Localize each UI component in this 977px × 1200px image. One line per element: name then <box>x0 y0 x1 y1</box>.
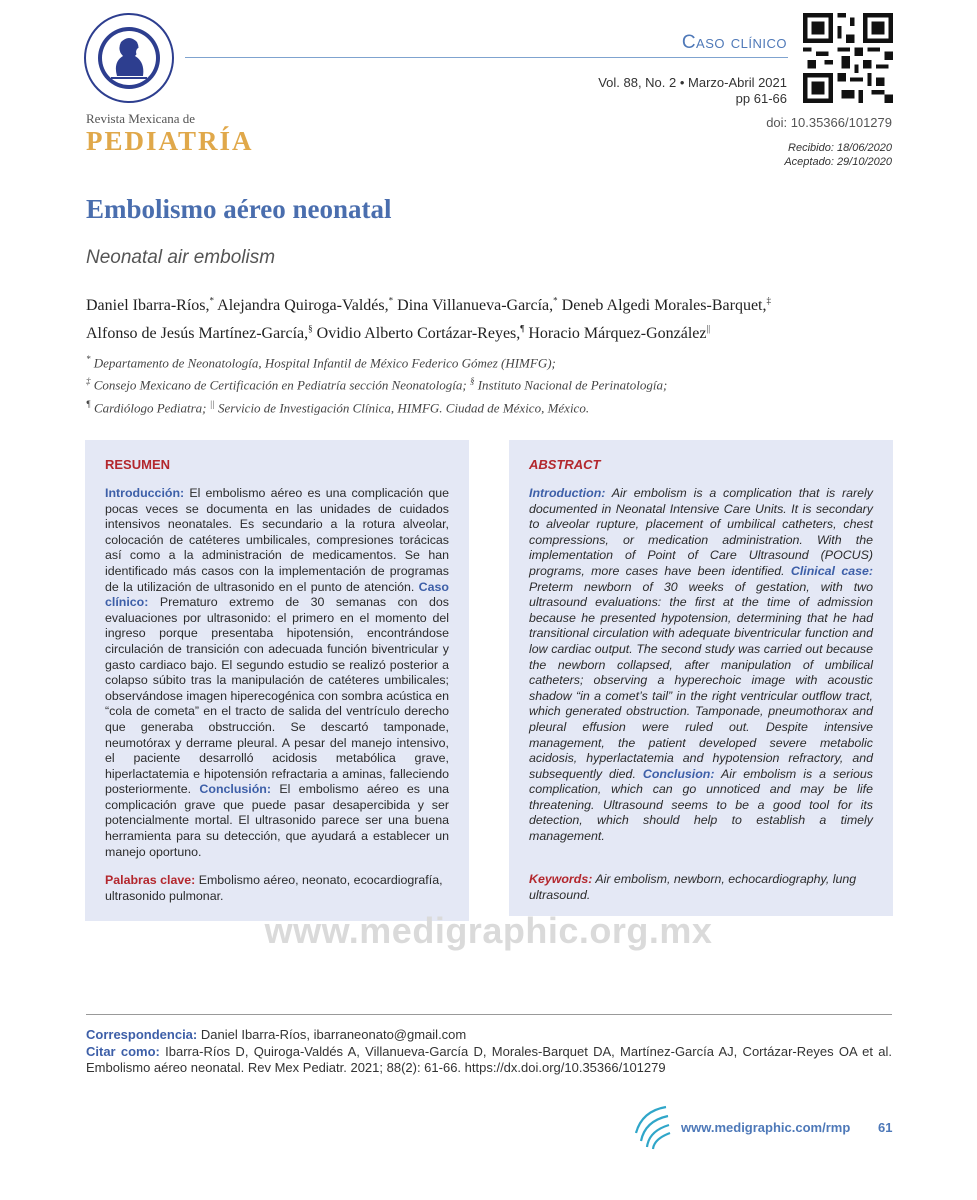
keywords-text: Embolismo aéreo, neonato, ecocardiografía, ultrasonido pulmonar. <box>105 873 443 904</box>
citation-label: Citar como: <box>86 1044 160 1059</box>
author: Horacio Márquez-González|| <box>528 323 711 342</box>
medigraphic-logo-icon <box>632 1103 672 1151</box>
case-text: Prematuro extremo de 30 semanas con dos evaluaciones por ultrasonido: el primero en el momento del ingreso porque presentaba hipotensión, encontrándose circulación de transición con adecuada función biventricular y gasto cardiaco bajo. El segundo estudio se realizó posterior a colapso súbito tras la manipulación de catéteres umbilicales; observándose imagen hiperecogénica con sombra acústica en “cola de cometa” en el tracto de salida del ventrículo derecho que generaba obstrucción. Se descartó tamponade, neumotórax y derrame pleural. A pesar del manejo intensivo, el paciente desarrolló acidosis metabólica grave, hiperlactatemia e hipotensión refractaria a aminas, falleciendo posteriormente. <box>105 595 449 797</box>
author: Dina Villanueva-García,* <box>397 296 558 315</box>
header-divider <box>185 57 788 58</box>
resumen-heading: RESUMEN <box>105 457 171 472</box>
correspondence-label: Correspondencia: <box>86 1027 198 1042</box>
article-subtitle: Neonatal air embolism <box>86 247 276 268</box>
journal-url[interactable]: www.medigraphic.com/rmp <box>681 1120 851 1135</box>
keywords <box>529 871 873 903</box>
conclusion-label: Conclusion: <box>642 766 715 781</box>
author-list <box>86 290 896 345</box>
resumen-box <box>85 440 469 921</box>
intro-text: El embolismo aéreo es una complicación que pocas veces se documenta en las unidades de cuidados intensivos neonatales. Es secundario a la rotura alveolar, colocación de catéteres umbilicales, compresiones torácicas así como a la administración de medicamentos. Se han identificado más casos con la implementación de programas de la utilización de ultrasonido en el punto de atención. <box>105 486 449 594</box>
keywords-label: Keywords: <box>529 871 593 886</box>
abstract-box <box>509 440 893 916</box>
case-text: Preterm newborn of 30 weeks of gestation, with two ultrasound evaluations: the first at the time of admission because he presented hypotension, determining that he had transitional circulation with adequate biventricular function and low cardiac output. The second study was carried out because the newborn collapsed, after manipulation of umbilical catheters; observing a hyperechoic image with acoustic shadow “in a comet’s tail” in the right ventricular outflow tract, which generated obstruction. Tamponade, pneumothorax and pleural effusion were ruled out. Despite intensive management, the patient developed severe metabolic acidosis, hyperlactatemia and hypotension refractory, and subsequently died. <box>529 579 873 781</box>
affiliations <box>86 350 896 417</box>
case-label: Caso clínico: <box>105 579 449 610</box>
author: Alfonso de Jesús Martínez-García,§ <box>86 323 313 342</box>
keywords-label: Palabras clave: <box>105 873 196 888</box>
correspondence-text[interactable]: Daniel Ibarra-Ríos, ibarraneonato@gmail.com <box>200 1027 467 1042</box>
doi[interactable]: doi: 10.35366/101279 <box>766 115 892 130</box>
keywords-text: Air embolism, newborn, echocardiography, lung ultrasound. <box>529 871 857 902</box>
watermark: www.medigraphic.org.mx <box>264 910 713 951</box>
author: Daniel Ibarra-Ríos,* <box>86 296 215 315</box>
author: Ovidio Alberto Cortázar-Reyes,¶ <box>316 323 525 342</box>
footer-divider <box>86 1014 892 1015</box>
section-label: Caso clínico <box>681 32 787 53</box>
citation-text[interactable]: Ibarra-Ríos D, Quiroga-Valdés A, Villanueva-García D, Morales-Barquet DA, Martínez-García AJ, Cortázar-Reyes OA et al. Embolismo aéreo neonatal. Rev Mex Pediatr. 2021; 88(2): 61-66. https://dx.doi.org/10.35366/101279 <box>86 1044 892 1075</box>
case-label: Clinical case: <box>790 563 874 578</box>
volume-info: Vol. 88, No. 2 • Marzo-Abril 2021 <box>598 75 787 90</box>
journal-name: PEDIATRÍA <box>86 126 254 156</box>
conclusion-text: Air embolism is a serious complication, which can go unnoticed and may be life threatening. Ultrasound seems to be a good tool for its detection, which should help to establish a timely management. <box>529 766 873 844</box>
article-title: Embolismo aéreo neonatal <box>86 194 392 224</box>
resumen-text <box>105 486 449 860</box>
journal-name-prefix: Revista Mexicana de <box>86 111 196 126</box>
page-range: pp 61-66 <box>735 91 787 106</box>
conclusion-text: El embolismo aéreo es una complicación grave que puede pasar desapercibida y ser potencialmente mortal. El ultrasonido parece ser una buena herramienta para su detección, que ayudará a establecer un manejo oportuno. <box>105 782 449 859</box>
received-date: Recibido: 18/06/2020 <box>788 142 892 154</box>
abstract-heading: ABSTRACT <box>529 457 601 472</box>
intro-text: Air embolism is a complication that is rarely documented in Neonatal Intensive Care Units. It is secondary to alveolar rupture, placement of umbilical catheters, chest compressions, or medication administration. With the implementation of Point of Care Ultrasound (POCUS) programs, more cases have been identified. <box>529 486 873 578</box>
keywords <box>105 872 449 904</box>
author: Alejandra Quiroga-Valdés,* <box>217 296 394 315</box>
intro-label: Introduction: <box>529 486 606 500</box>
citation <box>86 1044 892 1076</box>
abstract-text <box>529 486 873 845</box>
society-logo <box>83 12 175 104</box>
affiliation-line: ‡ Consejo Mexicano de Certificación en Pediatría sección Neonatología; § Instituto Nacional de Perinatología; <box>86 376 668 393</box>
page-number: 61 <box>878 1120 893 1135</box>
intro-label: Introducción: <box>105 486 185 500</box>
affiliation-line: * Departamento de Neonatología, Hospital Infantil de México Federico Gómez (HIMFG); <box>86 354 556 371</box>
accepted-date: Aceptado: 29/10/2020 <box>784 156 892 168</box>
affiliation-line: ¶ Cardiólogo Pediatra; || Servicio de Investigación Clínica, HIMFG. Ciudad de México, México. <box>86 398 590 415</box>
conclusion-label: Conclusión: <box>199 782 272 797</box>
author: Deneb Algedi Morales-Barquet,‡ <box>561 296 771 315</box>
correspondence <box>86 1027 466 1042</box>
qr-code-icon <box>803 13 893 103</box>
